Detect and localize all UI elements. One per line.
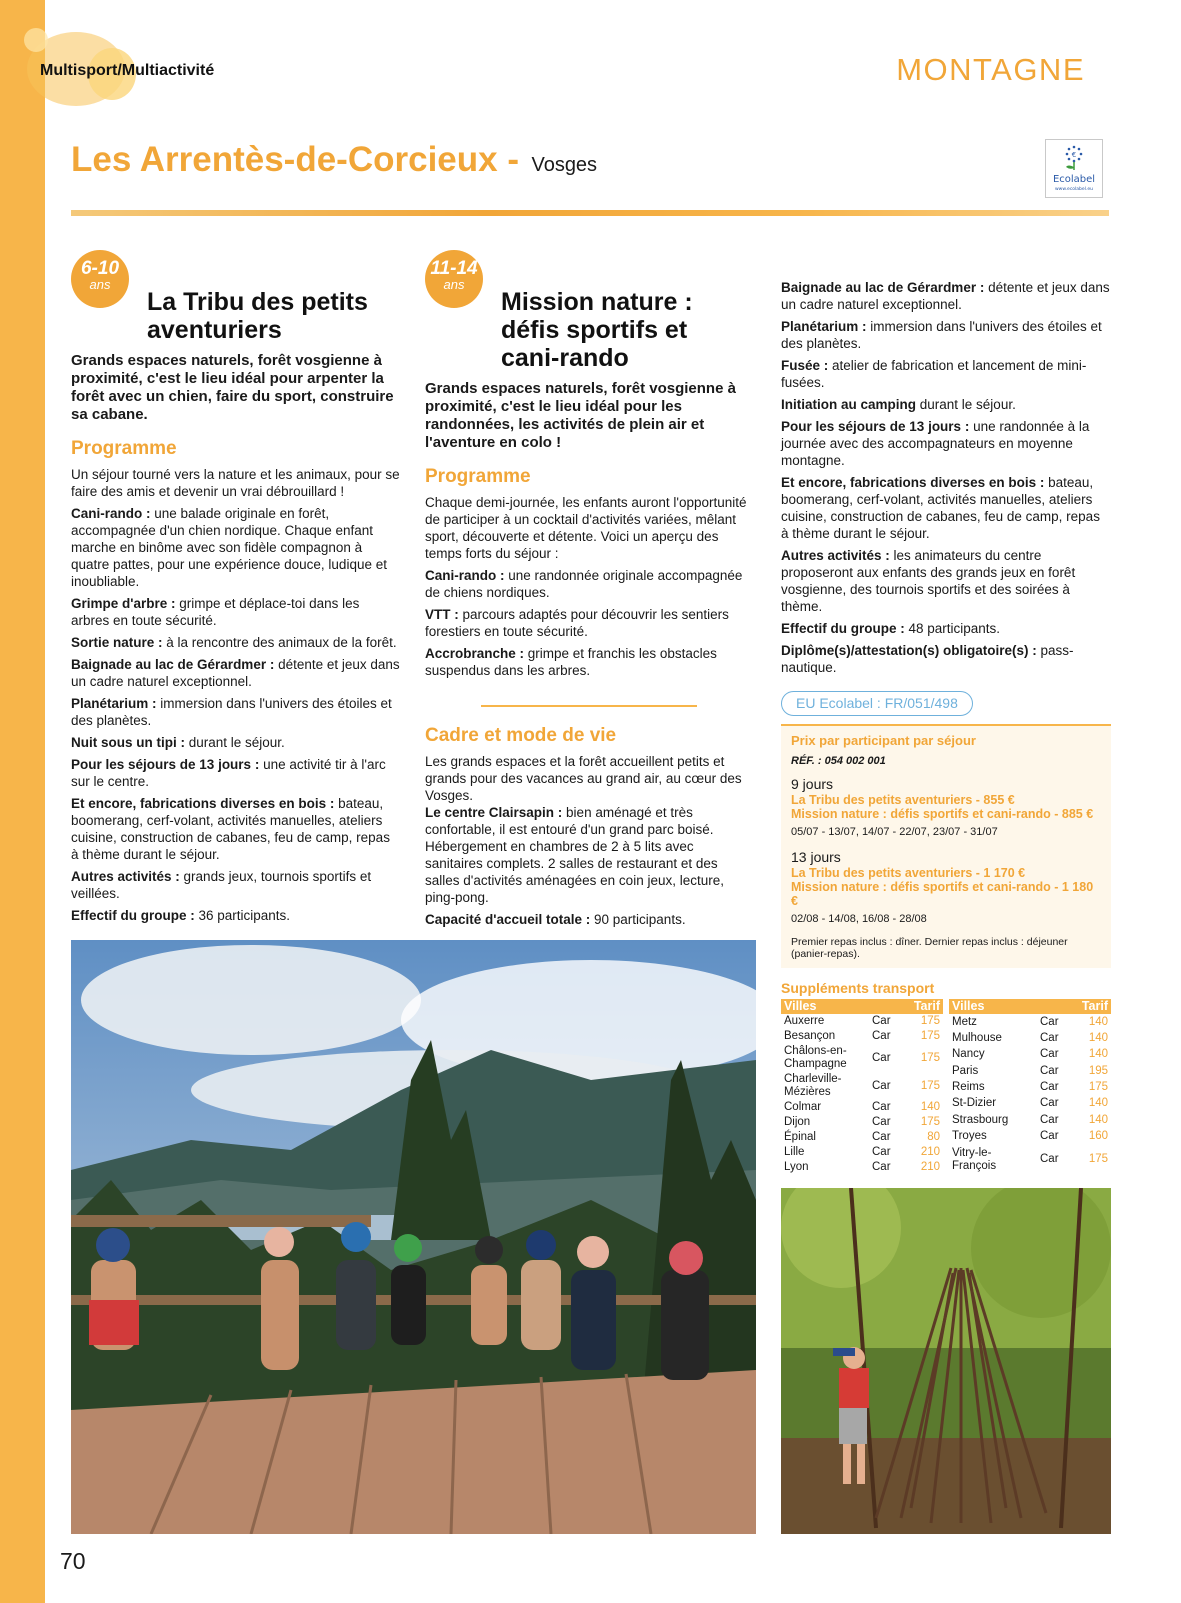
activity-text: 48 participants. [904,621,1001,636]
activity-text: durant le séjour. [916,397,1016,412]
transport-title: Suppléments transport [781,980,935,996]
transport-row [781,1029,943,1044]
activity-label: Effectif du groupe : [71,908,195,923]
mode-cell: Car [1040,1129,1059,1142]
activity-text: 36 participants. [194,908,291,923]
activity-item [425,567,755,601]
transport-row [781,1145,943,1160]
city-cell: Vitry-le-François [952,1146,997,1172]
mode-cell: Car [1040,1097,1059,1110]
activity-text: une randonnée originale accompagnée de chiens nordiques. [425,568,743,600]
price-offer: La Tribu des petits aventuriers - 1 170 € [791,866,1026,880]
age-badge-6-10 [71,250,129,308]
activity-label: Autres activités : [781,548,890,563]
activity-label: VTT : [425,607,459,622]
right-column [781,279,1111,1175]
activity-label: Nuit sous un tipi : [71,735,185,750]
program-tribu-body [71,352,401,929]
transport-row [949,1014,1111,1030]
price-cell: 140 [1088,1097,1108,1110]
activity-label: Effectif du groupe : [781,621,905,636]
destination-title: Les Arrentès-de-Corcieux - [71,140,519,179]
activity-item [71,868,401,902]
price-box [781,724,1111,968]
city-cell: Charleville-Mézières [784,1073,842,1098]
activity-text: une activité tir à l'arc sur le centre. [71,757,386,789]
session-dates: 02/08 - 14/08, 16/08 - 28/08 [791,913,927,925]
mode-cell: Car [872,1161,891,1173]
programme-heading: Programme [425,466,531,487]
activity-text: immersion dans l'univers des étoiles et des planètes. [781,319,1102,351]
transport-table-right [949,999,1111,1175]
activity-text: détente et jeux dans un cadre naturel exceptionnel. [71,657,400,689]
activity-label: Grimpe d'arbre : [71,596,176,611]
city-cell: St-Dizier [952,1097,997,1110]
city-cell: Lyon [784,1161,809,1173]
activity-text: parcours adaptés pour découvrir les sentiers forestiers en toute sécurité. [425,607,729,639]
column-header-price: Tarif [909,999,943,1014]
mode-cell: Car [872,1015,891,1027]
decorative-bubble [24,28,48,52]
mode-cell: Car [872,1146,891,1158]
mode-cell: Car [1040,1153,1059,1166]
activity-list-continued [781,279,1111,676]
mode-cell: Car [872,1079,891,1092]
activity-item [425,645,755,679]
activity-text: grands jeux, tournois sportifs et veillées. [71,869,372,901]
programme-heading: Programme [71,438,177,459]
activity-item [781,318,1111,352]
activity-text: pass-nautique. [781,643,1074,675]
activity-label: Baignade au lac de Gérardmer : [71,657,275,672]
activity-text: à la rencontre des animaux de la forêt. [162,635,397,650]
activity-text: bateau, boomerang, cerf-volant, activités manuelles, ateliers cuisine, construction de cabanes, feu de camp, repas à thème durant le séjour. [71,796,390,862]
price-cell: 140 [920,1101,940,1113]
activity-label: Autres activités : [71,869,180,884]
price-cell: 195 [1088,1064,1108,1077]
region-name: Vosges [531,154,598,176]
activity-label: Planétarium : [781,319,867,334]
centre-label: Le centre Clairsapin : [425,805,563,820]
ecolabel-word: Ecolabel [1052,174,1096,185]
activity-text: atelier de fabrication et lancement de mini-fusées. [781,358,1087,390]
activity-item [71,756,401,790]
mode-cell: Car [872,1051,891,1064]
city-cell: Strasbourg [952,1113,1009,1126]
activity-label: Et encore, fabrications diverses en bois : [71,796,335,811]
city-cell: Lille [784,1146,805,1158]
activity-label: Cani-rando : [71,506,151,521]
transport-row [781,1115,943,1130]
city-cell: Besançon [784,1030,836,1042]
activity-item [71,734,401,751]
activity-label: Sortie nature : [71,635,163,650]
cadre-intro: Les grands espaces et la forêt accueillent petits et grands pour des vacances au grand air, au cœur des Vosges. [425,754,742,803]
title-rule [71,210,1109,216]
price-offer: La Tribu des petits aventuriers - 855 € [791,793,1015,807]
price-offer: Mission nature : défis sportifs et cani-rando - 1 180 € [791,880,1094,908]
column-header-city: Villes [949,999,1077,1014]
price-cell: 210 [920,1146,940,1158]
price-cell: 175 [920,1116,940,1128]
page-title [71,140,597,180]
activity-text: bateau, boomerang, cerf-volant, activités manuelles, ateliers cuisine, construction de cabanes, feu de camp, repas à thème durant le séjour. [781,475,1100,541]
eu-ecolabel-badge: EU Ecolabel : FR/051/498 [781,691,973,716]
mode-cell: Car [872,1030,891,1042]
transport-row [949,1079,1111,1095]
program-intro: Chaque demi-journée, les enfants auront l'opportunité de participer à un cocktail d'activités variées, mêlant sport, découverte et détente. Voici un aperçu des temps forts du séjour : [425,495,747,561]
category-label: Multisport/Multiactivité [40,62,215,79]
cadre-heading: Cadre et mode de vie [425,725,617,746]
city-cell: Metz [952,1015,977,1028]
activity-label: Pour les séjours de 13 jours : [781,419,970,434]
ecolabel-logo [1045,139,1103,198]
transport-row [781,1044,943,1072]
price-cell: 175 [920,1051,940,1064]
transport-tables [781,999,1111,1175]
city-cell: Mulhouse [952,1031,1002,1044]
city-cell: Châlons-en-Champagne [784,1045,847,1070]
mode-cell: Car [1040,1048,1059,1061]
activity-item [781,474,1111,542]
page-number: 70 [60,1548,86,1574]
price-cell: 140 [1088,1031,1108,1044]
mode-cell: Car [1040,1113,1059,1126]
activity-item [781,396,1111,413]
activity-label: Fusée : [781,358,829,373]
price-cell: 210 [920,1161,940,1173]
activity-label: Baignade au lac de Gérardmer : [781,280,985,295]
activity-text: grimpe et franchis les obstacles suspendus dans les arbres. [425,646,717,678]
mode-cell: Car [872,1131,891,1143]
city-cell: Reims [952,1080,985,1093]
transport-row [781,1100,943,1115]
age-range: 11-14 [430,258,478,279]
activity-item [781,620,1111,637]
activity-label: Initiation au camping [781,397,917,412]
capacity-label: Capacité d'accueil totale : [425,912,591,927]
activity-item [71,634,401,651]
program-lead: Grands espaces naturels, forêt vosgienne à proximité, c'est le lieu idéal pour les randonnées, les activités de plein air et l'aventure en colo ! [425,380,736,451]
activity-item [425,606,755,640]
mode-cell: Car [1040,1015,1059,1028]
svg-text:€: € [1071,151,1077,159]
activity-label: Cani-rando : [425,568,505,583]
activity-item [781,642,1111,676]
side-color-strip [0,0,45,1603]
activity-text: durant le séjour. [185,735,285,750]
transport-row [949,1128,1111,1144]
capacity [425,911,755,928]
price-cell: 140 [1088,1048,1108,1061]
age-badge-11-14 [425,250,483,308]
transport-row [949,1145,1111,1176]
session-dates: 05/07 - 13/07, 14/07 - 22/07, 23/07 - 31/07 [791,826,998,838]
price-cell: 140 [1088,1113,1108,1126]
transport-row [781,1160,943,1175]
program-title-mission: Mission nature : défis sportifs et cani-rando [501,288,693,372]
column-header-city: Villes [781,999,909,1014]
activity-item [71,595,401,629]
city-cell: Auxerre [784,1015,825,1027]
activity-label: Et encore, fabrications diverses en bois : [781,475,1045,490]
activity-list [71,505,401,924]
activity-item [781,547,1111,615]
city-cell: Épinal [784,1131,816,1143]
meal-note: Premier repas inclus : dîner. Dernier repas inclus : déjeuner (panier-repas). [791,936,1068,960]
reference-number: RÉF. : 054 002 001 [791,755,886,767]
mode-cell: Car [1040,1064,1059,1077]
activity-text: une balade originale en forêt, accompagnée d'un chien nordique. Chaque enfant marche en binôme avec son fidèle compagnon à quatre pattes, pour une expérience douce, ludique et inoubliable. [71,506,387,589]
activity-label: Pour les séjours de 13 jours : [71,757,260,772]
price-offer: Mission nature : défis sportifs et cani-rando - 885 € [791,807,1094,821]
activity-item [781,418,1111,469]
centre-description [425,804,755,906]
city-cell: Paris [952,1064,979,1077]
price-cell: 140 [1088,1015,1108,1028]
price-cell: 175 [1088,1153,1108,1166]
transport-row [781,1130,943,1145]
mode-cell: Car [872,1101,891,1113]
photo-children-viewpoint [71,940,756,1534]
section-divider [481,705,697,707]
column-header-price: Tarif [1077,999,1111,1014]
program-mission-body [425,380,755,933]
mode-cell: Car [1040,1080,1059,1093]
section-label: MONTAGNE [896,52,1085,87]
capacity-text: 90 participants. [590,912,686,927]
age-unit: ans [443,277,465,292]
activity-label: Diplôme(s)/attestation(s) obligatoire(s) : [781,643,1037,658]
duration-label: 13 jours [791,849,841,865]
price-cell: 160 [1088,1129,1108,1142]
price-cell: 175 [920,1015,940,1027]
activity-item [71,907,401,924]
activity-label: Planétarium : [71,696,157,711]
program-intro: Un séjour tourné vers la nature et les animaux, pour se faire des amis et devenir un vrai débrouillard ! [71,467,400,499]
transport-row [949,1047,1111,1063]
ecolabel-flower-icon [1046,140,1102,197]
transport-row [949,1063,1111,1079]
activity-item [781,357,1111,391]
price-cell: 80 [927,1131,940,1143]
city-cell: Nancy [952,1048,985,1061]
age-range: 6-10 [80,258,120,279]
activity-list [425,567,755,679]
activity-item [71,505,401,590]
price-cell: 175 [920,1079,940,1092]
program-lead: Grands espaces naturels, forêt vosgienne à proximité, c'est le lieu idéal pour arpenter la forêt avec un chien, faire du sport, construire sa cabane. [71,352,394,423]
price-title: Prix par participant par séjour [791,733,976,748]
duration-label: 9 jours [791,776,834,792]
duration-list [791,776,1101,928]
program-title-tribu: La Tribu des petits aventuriers [147,288,368,344]
city-cell: Dijon [784,1116,811,1128]
photo-child-building-hut [781,1188,1111,1534]
ecolabel-url: www.ecolabel.eu [1055,187,1093,192]
activity-item [781,279,1111,313]
age-unit: ans [89,277,111,292]
activity-item [71,795,401,863]
activity-item [71,695,401,729]
activity-text: les animateurs du centre proposeront aux enfants des grands jeux en forêt vosgienne, des tournois sportifs et des soirées à thème. [781,548,1076,614]
activity-text: détente et jeux dans un cadre naturel exceptionnel. [781,280,1110,312]
mode-cell: Car [1040,1031,1059,1044]
city-cell: Troyes [952,1129,987,1142]
price-cell: 175 [920,1030,940,1042]
price-cell: 175 [1088,1080,1108,1093]
activity-text: une randonnée à la journée avec des accompagnateurs en moyenne montagne. [781,419,1090,468]
activity-text: grimpe et déplace-toi dans les arbres en toute sécurité. [71,596,360,628]
activity-item [71,656,401,690]
transport-row [781,1014,943,1029]
activity-text: immersion dans l'univers des étoiles et des planètes. [71,696,392,728]
transport-row [949,1112,1111,1128]
mode-cell: Car [872,1116,891,1128]
transport-row [949,1030,1111,1046]
transport-row [949,1096,1111,1112]
activity-label: Accrobranche : [425,646,525,661]
transport-table-left [781,999,943,1175]
transport-row [781,1072,943,1100]
centre-text: bien aménagé et très confortable, il est entouré d'un grand parc boisé. Hébergement en chambres de 2 à 5 lits avec sanitaires complets. 2 salles de restaurant et des salles d'activités aménagées en coin jeux, lecture, ping-pong. [425,805,724,905]
city-cell: Colmar [784,1101,822,1113]
